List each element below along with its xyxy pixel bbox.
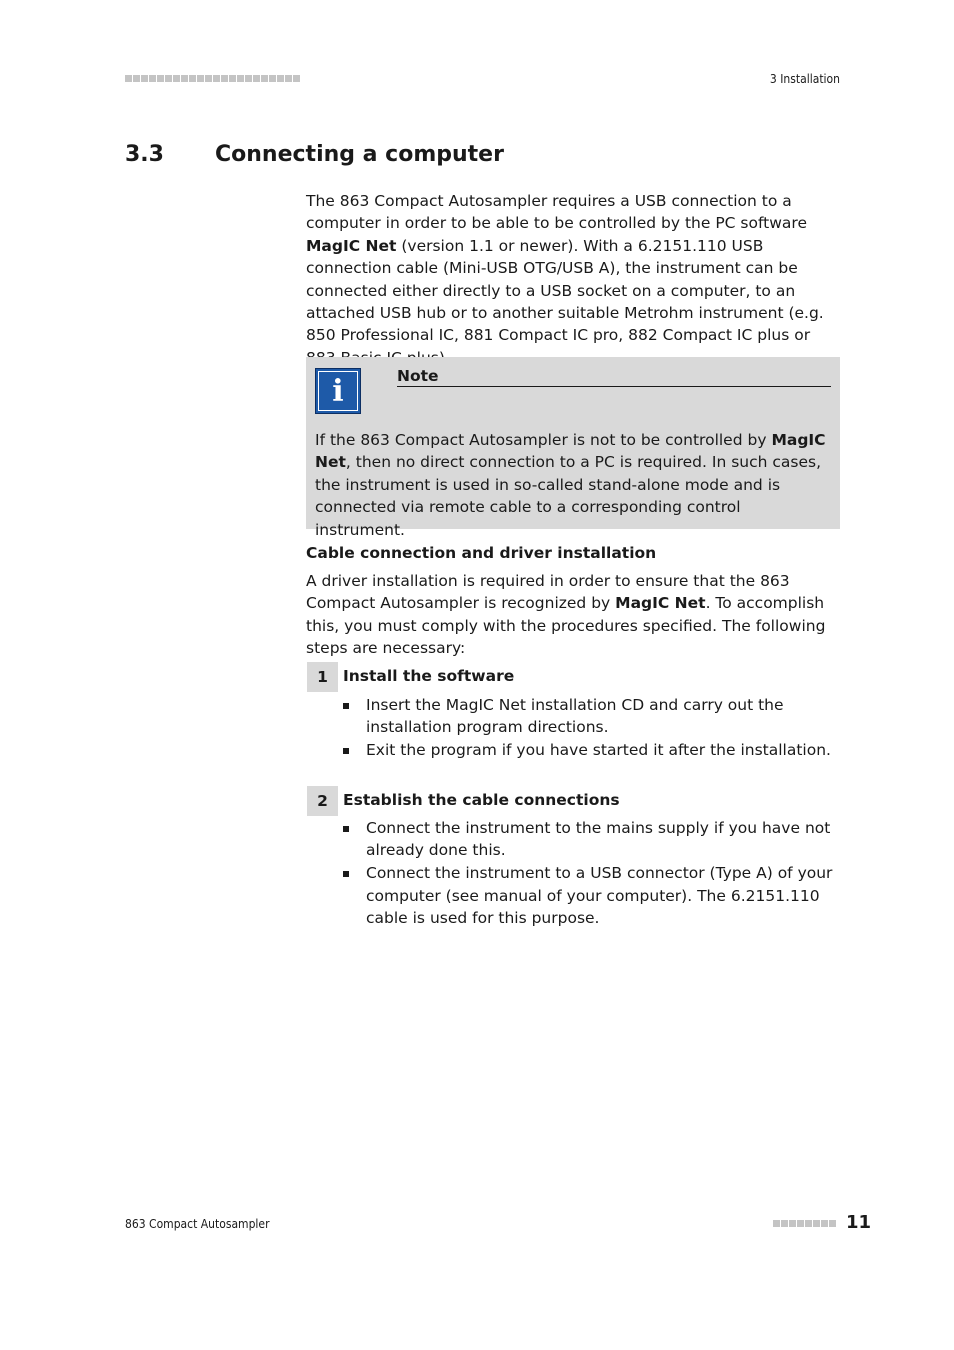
- section-title: Connecting a computer: [215, 142, 504, 167]
- driver-paragraph: [306, 570, 840, 660]
- driver-text-1: A driver installation is required in order to ensure that the 863 Compact Autosampler is recognized by: [306, 572, 790, 613]
- info-icon: i: [315, 368, 361, 414]
- list-item: Insert the MagIC Net installation CD and carry out the installation program directions.: [342, 694, 840, 739]
- driver-text-2: . To accomplish this, you must comply with the procedures specified. The following steps are necessary:: [306, 594, 826, 658]
- footer-decoration: [773, 1220, 836, 1227]
- list-item: Connect the instrument to a USB connector (Type A) of your computer (see manual of your computer). The 6.2151.110 cable is used for this purpose.: [342, 862, 840, 929]
- intro-software-name: MagIC Net: [306, 236, 397, 255]
- page-number: 11: [846, 1212, 872, 1233]
- step-number-1: 1: [307, 662, 338, 692]
- footer-product: 863 Compact Autosampler: [125, 1217, 270, 1231]
- header-decoration: [125, 75, 300, 82]
- note-box: [306, 357, 840, 539]
- list-item: Exit the program if you have started it after the installation.: [342, 739, 840, 761]
- note-software-name: MagIC Net: [315, 431, 826, 472]
- intro-text-1: The 863 Compact Autosampler requires a USB connection to a computer in order to be able to be controlled by the PC software: [306, 192, 807, 233]
- intro-text-2: (version 1.1 or newer). With a 6.2151.110 USB connection cable (Mini-USB OTG/USB A), the instrument can be connected either directly to a USB socket on a computer, to an attached USB hub or to another suitable Metrohm instrument (e.g. 850 Professional IC, 881 Compact IC pro, 882 Compact IC plus or: [306, 236, 824, 345]
- section-number: 3.3: [125, 142, 164, 167]
- list-item: Connect the instrument to the mains supply if you have not already done this.: [342, 817, 840, 862]
- note-text-1: If the 863 Compact Autosampler is not to be controlled by: [315, 431, 772, 449]
- subsection-heading: Cable connection and driver installation: [306, 544, 657, 562]
- intro-paragraph: [306, 190, 840, 369]
- note-text: [315, 429, 835, 541]
- driver-software-name: MagIC Net: [615, 594, 706, 613]
- step-title-2: Establish the cable connections: [343, 791, 620, 809]
- step-title-1: Install the software: [343, 667, 515, 685]
- note-title: Note: [397, 367, 831, 387]
- header-chapter: 3 Installation: [769, 72, 840, 86]
- note-text-2: , then no direct connection to a PC is required. In such cases, the instrument is used in so-called stand-alone mode and is connected via remote cable to a corresponding control instrument.: [315, 453, 821, 539]
- step-2-list: [342, 817, 840, 930]
- step-1-list: [342, 694, 840, 762]
- step-number-2: 2: [307, 786, 338, 816]
